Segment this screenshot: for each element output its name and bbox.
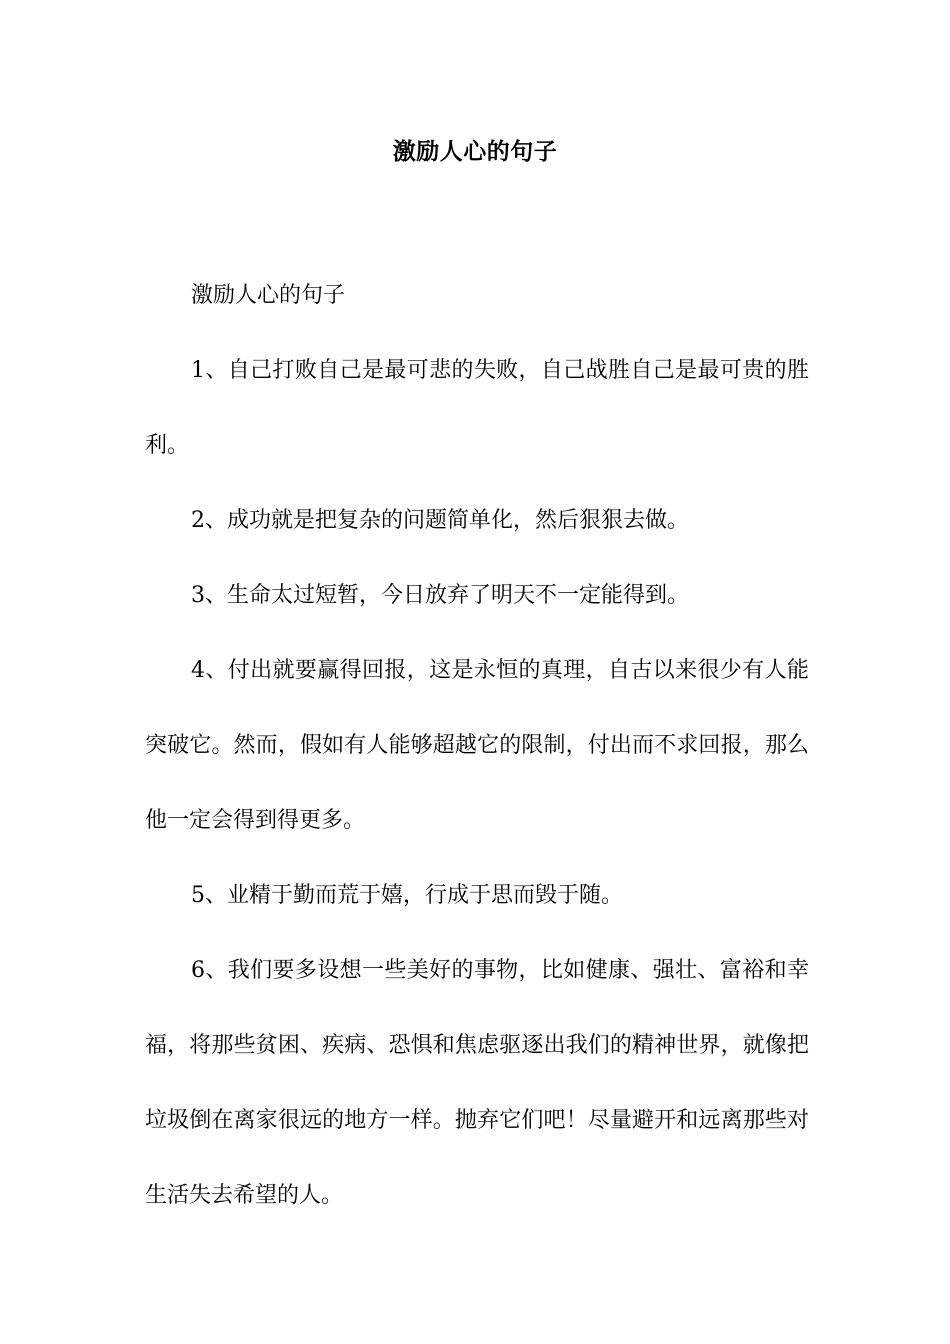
paragraph-quote-5: 5、业精于勤而荒于嬉，行成于思而毁于随。 bbox=[191, 883, 623, 908]
paragraph-quote-4: 4、付出就要赢得回报，这是永恒的真理，自古以来很少有人能突破它。然而，假如有人能够超越它的限制，付出而不求回报，那么他一定会得到得更多。 bbox=[145, 658, 809, 833]
paragraph-quote-1: 1、自己打败自己是最可悲的失败，自己战胜自己是最可贵的胜利。 bbox=[145, 358, 809, 458]
paragraph-quote-2: 2、成功就是把复杂的问题简单化，然后狠狠去做。 bbox=[191, 508, 689, 533]
paragraph-quote-3: 3、生命太过短暂，今日放弃了明天不一定能得到。 bbox=[191, 583, 689, 608]
paragraph-quote-6: 6、我们要多设想一些美好的事物，比如健康、强壮、富裕和幸福，将那些贫困、疾病、恐惧和焦虑驱逐出我们的精神世界，就像把垃圾倒在离家很远的地方一样。抛弃它们吧！尽量避开和远离那些对生活失去希望的人。 bbox=[145, 958, 809, 1208]
paragraph-subtitle: 激励人心的句子 bbox=[191, 283, 346, 308]
document-title: 激励人心的句子 bbox=[392, 138, 558, 165]
document-body bbox=[145, 258, 809, 1233]
